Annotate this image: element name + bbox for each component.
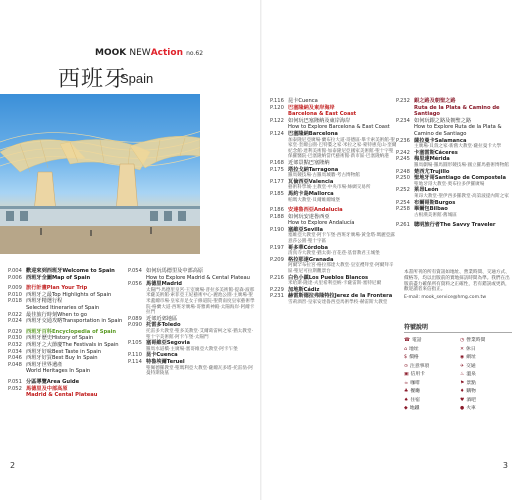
symbol-item: [404, 370, 456, 377]
info-text: 本書所刊的所有資訊如地址、營業時間、交通方式、價格等，均以出版前的實地採訪時間為準。我們在出版前盡力確保所有資料之正確性，若有錯誤或更新，歡迎讀者來信指正。: [404, 270, 510, 293]
toc-title: 塞維亞Sevilla: [288, 226, 324, 233]
photo-illustration: [0, 94, 200, 254]
toc-page-number: P.090: [128, 322, 142, 329]
symbol-label: 火車: [466, 406, 476, 411]
toc-entry[interactable]: [270, 191, 398, 198]
symbol-label: 地鐵: [409, 406, 420, 411]
toc-title: 如何玩馬德里及中部高原: [146, 268, 204, 274]
toc-title: How to Explore Andalucía: [288, 220, 355, 227]
toc-entry[interactable]: [128, 352, 256, 359]
legend-symbol-icon: ◷: [460, 338, 465, 343]
toc-title: 最佳旅行時刻When to go: [26, 311, 87, 318]
legend-symbol-icon: ♨: [460, 372, 465, 377]
toc-page-number: P.229: [270, 286, 284, 293]
toc-page-number: P.190: [270, 226, 284, 233]
legend-symbol-icon: ♣: [404, 389, 409, 394]
toc-entry[interactable]: [396, 187, 516, 194]
toc-page-number: [396, 131, 414, 138]
toc-title: Camino de Santiago: [414, 130, 467, 137]
toc-title: 歡迎來到西班牙Welcome to Spain: [26, 268, 115, 274]
toc-title: 近郊景點巴塞隆納: [288, 159, 330, 166]
toc-entry[interactable]: [8, 386, 126, 393]
toc-entry[interactable]: [8, 298, 126, 305]
toc-entry[interactable]: [8, 362, 126, 369]
toc-title: 西班牙世界遺產: [26, 361, 63, 368]
toc-entry[interactable]: [128, 268, 256, 275]
toc-page-number: P.030: [8, 335, 22, 342]
toc-page-number: P.029: [8, 328, 22, 335]
symbol-label: 營業時間: [466, 338, 486, 343]
toc-subtext: 清真寺大教堂·猶太街·百花巷·基督教君王城堡: [288, 251, 380, 257]
toc-entry[interactable]: [270, 131, 398, 138]
toc-page-number: P.209: [270, 256, 284, 263]
toc-page-number: P.188: [270, 213, 284, 220]
toc-page-number: P.105: [128, 340, 142, 347]
right-col1-toc: [270, 98, 398, 306]
toc-subtext: 藝術科學城·主教堂·中央市場·絲綢交易所: [288, 185, 371, 191]
symbol-item: [404, 404, 456, 411]
toc-page-number: [8, 392, 26, 399]
toc-page-number: P.254: [396, 199, 410, 206]
brand-mook: MOOK: [95, 48, 127, 58]
toc-subtext: 托雷多大教堂·聖多美教堂·艾爾葛雷柯之家·猶太教堂·聖十字美術館·阿卡乍堡·太陽門: [146, 328, 253, 340]
toc-entry[interactable]: [8, 335, 126, 342]
toc-page-number: P.232: [396, 98, 410, 104]
toc-page-number: [396, 105, 414, 112]
toc-title: 馬德里Madrid: [146, 281, 182, 288]
toc-title: 西班牙之最Top Highlights of Spain: [26, 291, 112, 298]
toc-subtext: 古根漢美術館·舊城區: [414, 212, 457, 218]
toc-page-number: P.052: [8, 385, 22, 392]
toc-entry[interactable]: [270, 220, 398, 227]
info-note: [404, 270, 512, 301]
toc-page-number: [8, 305, 26, 312]
legend-symbol-icon: ◉: [460, 355, 465, 360]
toc-title: 昆卡Cuenca: [288, 98, 318, 104]
toc-title: 聖地牙哥Santiago de Compostela: [414, 175, 506, 182]
toc-page-number: P.110: [128, 352, 142, 359]
toc-entry[interactable]: [396, 156, 516, 163]
toc-title: 馬德里及中部高原: [26, 385, 68, 392]
toc-subtext: 加泰隆尼亞廣場·蘭布拉大道·哥德區·畢卡索美術館·聖家堂·奎爾公園·巴特婁之家·米拉之家·蒙特惠克山·奎爾紀念館·達利美術館·加泰隆尼亞國家美術館·聖十字聖保羅醫院·巴塞隆納當代藝術館·新市區·巴塞隆納港: [288, 137, 397, 160]
toc-page-number: P.252: [396, 187, 410, 194]
toc-entry[interactable]: [8, 305, 126, 312]
toc-page-number: P.034: [8, 348, 22, 355]
toc-entry[interactable]: [128, 322, 256, 329]
toc-page-number: P.009: [8, 285, 22, 292]
toc-entry[interactable]: [396, 131, 516, 138]
toc-title: 旅行計畫Plan Your Trip: [26, 285, 88, 292]
toc-title: 馬約卡島Mallorca: [288, 190, 334, 197]
toc-title: World Heritages In Spain: [26, 368, 91, 375]
toc-entry[interactable]: [396, 222, 516, 229]
toc-title: 如何玩銀之路及朝聖之路: [414, 117, 472, 124]
toc-title: 哥多華Córdoba: [288, 244, 328, 251]
toc-subtext: 羅馬競技場·古羅馬城牆·考古博物館: [288, 173, 360, 179]
toc-page-number: P.197: [270, 244, 284, 251]
brand-issue: no.62: [186, 50, 204, 57]
toc-title: 西班牙之大節慶The Festivals in Spain: [26, 341, 119, 348]
symbols-grid: [404, 336, 512, 411]
toc-page-number: P.216: [270, 274, 284, 281]
symbol-item: [404, 396, 456, 403]
toc-page-number: [396, 111, 414, 118]
toc-title: 塞哥維亞Segovia: [146, 340, 190, 347]
toc-title: 卡塞雷斯Cáceres: [414, 149, 458, 156]
toc-entry[interactable]: [396, 124, 516, 131]
toc-title: Santiago: [414, 111, 440, 118]
symbol-item: [460, 396, 512, 403]
toc-page-number: [396, 124, 414, 131]
toc-title: 西班牙百科Encyclopedia of Spain: [26, 328, 117, 335]
toc-title: How to Explore Barcelona & East Coast: [288, 124, 390, 131]
symbol-label: 餐廳: [410, 389, 420, 394]
toc-page-number: [270, 124, 288, 131]
legend-symbol-icon: ✕: [460, 346, 465, 352]
toc-page-number: P.175: [270, 166, 284, 173]
toc-page-number: [270, 220, 288, 227]
left-toc: [8, 268, 126, 399]
right-col2-toc: [396, 98, 516, 229]
toc-page-number: P.120: [270, 104, 284, 111]
toc-title: 昆卡Cuenca: [146, 352, 178, 359]
legend-symbol-icon: ⌂: [404, 346, 408, 352]
symbol-label: 注意事項: [410, 363, 430, 369]
toc-page-number: P.018: [8, 298, 22, 305]
symbols-title: 符號說明: [404, 322, 512, 333]
symbol-item: [404, 362, 456, 369]
title-english: Spain: [120, 71, 154, 86]
toc-page-number: P.054: [128, 268, 142, 274]
toc-title: 赫雷斯德拉弗隆特拉Jerez de la Frontera: [288, 293, 393, 300]
toc-title: 如何玩安達魯西亞: [288, 213, 330, 220]
symbol-item: [460, 353, 512, 360]
toc-entry[interactable]: [8, 368, 126, 375]
toc-entry[interactable]: [128, 359, 256, 366]
symbol-label: 咖啡: [410, 380, 420, 386]
toc-title: 西班牙歷史History of Spain: [26, 335, 94, 342]
toc-entry[interactable]: [270, 105, 398, 112]
symbol-item: [404, 336, 456, 343]
page-number-left: 2: [10, 461, 16, 470]
toc-page-number: P.250: [396, 175, 410, 182]
toc-subtext: 聖地牙哥大教堂·奧布拉多伊羅廣場: [414, 181, 485, 187]
toc-page-number: P.186: [270, 207, 284, 214]
toc-page-number: P.089: [128, 315, 142, 322]
toc-entry[interactable]: [396, 98, 516, 105]
symbol-item: [404, 345, 456, 352]
legend-symbol-icon: ⊙: [404, 363, 409, 369]
toc-subtext: 米哈斯·隆達·夫里希利亞納·卡薩雷斯·塞特尼爾: [288, 281, 382, 287]
info-email: E-mail: mook_service@hmg.com.tw: [404, 295, 487, 301]
symbol-item: [460, 404, 512, 411]
toc-title: 如何玩巴塞隆納及東岸海岸: [288, 117, 351, 124]
symbol-label: 電話: [411, 338, 422, 343]
symbol-label: 購物: [466, 389, 476, 394]
symbol-label: 住宿: [410, 397, 420, 403]
toc-entry[interactable]: [8, 392, 126, 399]
symbol-label: 網址: [466, 355, 476, 360]
toc-title: 白色小鎮Los Pueblos Blancos: [288, 274, 369, 281]
symbol-label: 酒吧: [466, 397, 476, 403]
toc-page-number: P.048: [8, 361, 22, 368]
toc-page-number: P.051: [8, 378, 22, 385]
toc-subtext: 羅馬水道橋·主廣場·塞哥維亞大教堂·阿卡乍堡: [146, 346, 238, 352]
toc-title: 格拉那達Granada: [288, 256, 334, 263]
symbol-label: 價格: [409, 355, 419, 360]
symbol-item: [460, 345, 512, 352]
toc-subtext: 萊昂大教堂·聖伊西多羅教堂·高第波提內斯之家: [414, 193, 509, 199]
toc-title: 萊昂León: [414, 187, 439, 194]
toc-entry[interactable]: [8, 355, 126, 362]
toc-title: 梅里達Mérida: [414, 156, 450, 163]
toc-page-number: P.006: [8, 274, 22, 281]
page-number-right: 3: [502, 461, 508, 470]
toc-title: 西班牙好味Best Taste in Spain: [26, 348, 102, 355]
toc-page-number: P.258: [396, 206, 410, 213]
symbol-item: [460, 370, 512, 377]
brand-action: Action: [150, 48, 183, 58]
legend-symbol-icon: ●: [460, 406, 465, 411]
toc-page-number: P.124: [270, 130, 284, 137]
toc-entry[interactable]: [270, 118, 398, 125]
toc-title: 布爾哥斯Burgos: [414, 199, 456, 206]
brand-new: NEW: [129, 48, 151, 58]
legend-symbol-icon: ♠: [404, 397, 409, 403]
toc-entry[interactable]: [8, 318, 126, 325]
toc-page-number: P.122: [270, 117, 284, 124]
toc-page-number: P.248: [396, 168, 410, 175]
toc-title: Selected Itineraries of Spain: [26, 304, 100, 311]
toc-subtext: 太陽門·馬德里皇宮·王室廣場·普拉多美術館·提森·波那米薩美術館·索菲亞王妃藝術中心·麗池公園·主廣場·聖米蓋爾市場·皇家赤足女子修道院·聖費南度皇家藝術學院·格蘭大道·西班牙廣場·哥雅萬神殿·太陽海岸·阿爾卡拉門: [146, 287, 255, 316]
toc-title: 分區導覽Area Guide: [26, 378, 80, 385]
toc-title: 西班牙全圖Map of Spain: [26, 274, 91, 281]
toc-subtext: 阿爾罕布拉宮·格拉那達大教堂·皇室禮拜堂·阿爾拜辛區·聖尼可拉斯觀景台: [288, 263, 394, 275]
toc-title: 西班牙好買Best Buy In Spain: [26, 355, 98, 362]
toc-title: Madrid & Cental Plateau: [26, 392, 98, 399]
toc-title: How to Explore Madrid & Cental Plateau: [146, 274, 250, 281]
toc-entry[interactable]: [128, 281, 256, 288]
toc-entry[interactable]: [270, 111, 398, 118]
toc-page-number: P.004: [8, 268, 22, 274]
toc-page-number: P.261: [396, 222, 410, 229]
toc-title: 巴塞隆納Barcelona: [288, 130, 338, 137]
symbols-legend: [404, 322, 512, 411]
symbol-label: 信用卡: [410, 372, 425, 377]
toc-page-number: P.056: [128, 281, 142, 288]
toc-page-number: P.116: [270, 98, 284, 104]
legend-symbol-icon: ☕: [404, 380, 409, 386]
toc-page-number: P.168: [270, 159, 284, 166]
toc-page-number: [270, 111, 288, 118]
toc-entry[interactable]: [270, 98, 398, 105]
symbol-label: 景點: [466, 380, 476, 386]
toc-entry[interactable]: [396, 111, 516, 118]
toc-title: 近郊近郊地區: [146, 315, 178, 322]
toc-subtext: 主廣場·貝殼之家·新舊大教堂·薩拉曼卡大學: [414, 144, 502, 150]
symbol-label: 溫泉: [466, 372, 476, 377]
toc-subtext: 雪莉酒窖·皇家安達魯西亞馬術學校·赫雷斯大教堂: [288, 300, 388, 305]
toc-title: 聰明旅行者The Savvy Traveler: [414, 222, 496, 229]
symbol-item: [404, 387, 456, 394]
toc-title: 西班牙精選行程: [26, 298, 63, 305]
toc-page-number: P.177: [270, 178, 284, 185]
middle-toc: [128, 268, 256, 377]
toc-page-number: P.234: [396, 117, 410, 124]
toc-page-number: P.245: [396, 156, 410, 163]
brand-logo: [95, 48, 203, 58]
legend-symbol-icon: ♦: [460, 389, 465, 394]
toc-title: 銀之路及朝聖之路: [414, 98, 456, 104]
symbol-item: [460, 336, 512, 343]
toc-page-number: P.114: [128, 358, 142, 365]
toc-subtext: 聖佩德羅教堂·聖瑪利亞大教堂·薩爾瓦多塔·托雷翁·阿曼特斯陵墓: [146, 365, 253, 377]
toc-entry[interactable]: [396, 206, 516, 213]
toc-entry[interactable]: [8, 379, 126, 386]
legend-symbol-icon: ☎: [404, 338, 410, 343]
toc-page-number: [8, 368, 26, 375]
toc-page-number: P.010: [8, 291, 22, 298]
legend-symbol-icon: ♥: [460, 397, 465, 403]
title-chinese: 西班牙: [58, 67, 128, 92]
symbol-label: 休日: [466, 346, 476, 352]
toc-page-number: P.236: [396, 137, 410, 144]
toc-title: 托雷多Toledo: [146, 322, 181, 329]
toc-title: 特魯埃爾Teruel: [146, 358, 185, 365]
legend-symbol-icon: ▣: [404, 372, 409, 377]
toc-title: Barcelona & East Coast: [288, 111, 357, 118]
symbol-item: [460, 362, 512, 369]
right-page: [262, 0, 520, 500]
symbol-item: [404, 379, 456, 386]
toc-entry[interactable]: [8, 285, 126, 292]
toc-entry[interactable]: [8, 268, 126, 275]
toc-title: 西班牙交通攻略Transportation in Spain: [26, 318, 123, 325]
toc-title: 楚西尤Trujillo: [414, 168, 450, 175]
toc-entry[interactable]: [270, 124, 398, 131]
toc-subtext: 羅馬劇場·羅馬圓形競技場·國立羅馬藝術博物館: [414, 162, 509, 168]
symbol-item: [460, 379, 512, 386]
toc-title: 加地斯Cádiz: [288, 286, 320, 293]
toc-page-number: P.032: [8, 341, 22, 348]
toc-title: 薩拉曼卡Salamanca: [414, 137, 467, 144]
toc-title: 瓦倫西亞Valencia: [288, 178, 334, 185]
toc-entry[interactable]: [8, 342, 126, 349]
toc-page-number: [128, 275, 146, 282]
toc-entry[interactable]: [270, 207, 398, 214]
toc-title: 畢爾包Bilbao: [414, 206, 448, 213]
toc-title: 塔拉戈納Tarragona: [288, 166, 339, 173]
toc-title: Ruta de la Plata & Camino de: [414, 104, 500, 111]
legend-symbol-icon: ⚑: [460, 380, 465, 386]
toc-subtext: 帕瑪大教堂·貝爾維爾城堡: [288, 197, 340, 203]
toc-page-number: P.022: [8, 311, 22, 318]
legend-symbol-icon: ✈: [460, 363, 465, 369]
toc-entry[interactable]: [270, 293, 398, 300]
toc-entry[interactable]: [270, 160, 398, 167]
toc-page-number: P.024: [8, 318, 22, 325]
symbol-label: 交通: [466, 363, 476, 369]
toc-page-number: P.242: [396, 149, 410, 156]
toc-page-number: P.185: [270, 190, 284, 197]
symbol-item: [404, 353, 456, 360]
toc-title: 安達魯西亞Andalucia: [288, 207, 343, 214]
legend-symbol-icon: ◆: [404, 406, 408, 411]
legend-symbol-icon: $: [404, 355, 408, 360]
toc-title: 巴塞隆納及東岸海岸: [288, 104, 335, 111]
toc-entry[interactable]: [396, 175, 516, 182]
toc-page-number: P.231: [270, 293, 284, 300]
metropol-parasol-photo: [0, 94, 200, 254]
symbol-label: 地址: [409, 346, 419, 352]
toc-page-number: P.046: [8, 355, 22, 362]
toc-entry[interactable]: [396, 105, 516, 112]
toc-entry[interactable]: [128, 340, 256, 347]
toc-title: How to Explore Ruta de la Plata &: [414, 124, 502, 131]
toc-entry[interactable]: [396, 118, 516, 125]
toc-subtext: 塞維亞大教堂·阿卡乍堡·西班牙廣場·黃金塔·瑪麗亞露意莎公園·聖十字區: [288, 233, 395, 245]
toc-entry[interactable]: [8, 275, 126, 282]
symbol-item: [460, 387, 512, 394]
